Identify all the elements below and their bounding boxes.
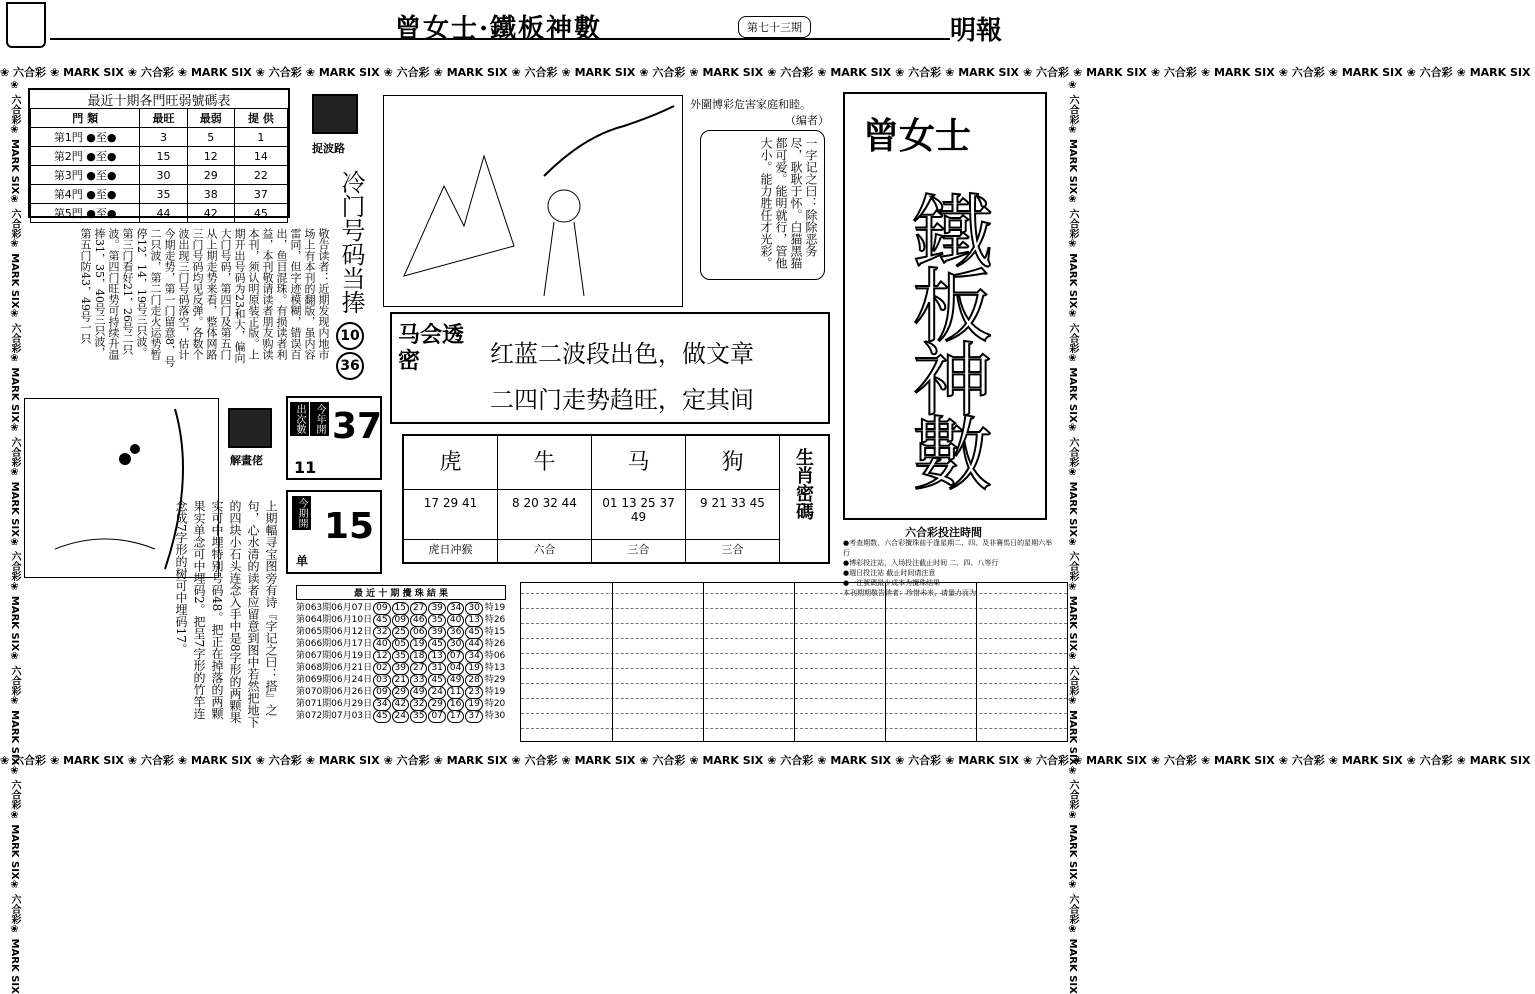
draw-ball: 04 (447, 662, 464, 675)
border-mark: ❀ MARK SIX (1456, 754, 1531, 767)
draw-special: 特26 (484, 615, 506, 625)
zodiac-animal: 虎 (404, 436, 497, 490)
border-mark: ❀ 六合彩 (1067, 422, 1078, 468)
border-mark: ❀ MARK SIX (1067, 809, 1078, 880)
grid-divider (976, 583, 977, 741)
border-mark: ❀ 六合彩 (1406, 754, 1453, 767)
draw-ball: 27 (410, 602, 427, 615)
border-mark: ❀ MARK SIX (305, 66, 380, 79)
border-mark: ❀ MARK SIX (1200, 66, 1275, 79)
draw-ball: 13 (428, 650, 445, 663)
border-mark: ❀ MARK SIX (50, 754, 124, 767)
brand-logo: 明報 (950, 16, 1003, 46)
jiehualao-text: 上期輻寻宝图旁有诗『字记之曰：搭』之句，心水清的读者应留意到图中若然把地下的四块小石头连念入手中是8字形的两颗果实可中埋特别号码48。把正在掉落的两颗果实单念可中埋码2。把呈7字形的竹竿连念成7字形的树可中埋码17。 (174, 500, 278, 728)
border-mark: ❀ 六合彩 (255, 66, 302, 79)
grid-divider (612, 583, 613, 741)
stats-cell: 3 (140, 128, 187, 147)
ad-panel (843, 92, 1047, 520)
border-mark: ❀ 六合彩 (9, 308, 20, 353)
border-mark: ❀ MARK SIX (305, 754, 380, 767)
special-n3: 15 (324, 506, 375, 547)
draw-ball: 34 (447, 602, 464, 615)
border-mark: ❀ 六合彩 (639, 66, 686, 79)
lengmen-num-1: 10 (336, 322, 364, 350)
stats-table-box (28, 88, 290, 218)
stats-cell: 42 (187, 204, 234, 223)
ad-time-line: ●博彩投注站，入场投注截止时间 二、四、八等行 (843, 559, 999, 567)
stats-cell: 30 (140, 166, 187, 185)
draw-ball: 06 (410, 626, 427, 639)
border-mark: ❀ 六合彩 (9, 651, 20, 696)
border-mark: ❀ MARK SIX (9, 238, 20, 309)
draw-ball: 37 (465, 710, 482, 723)
stats-cell: 37 (234, 185, 287, 204)
stats-cell: 14 (234, 147, 287, 166)
couplet-line-2: 二四门走势趋旺，定其间 (490, 386, 754, 414)
jiehualao-icon (228, 408, 272, 448)
border-mark: ❀ 六合彩 (9, 194, 20, 239)
border-mark: ❀ MARK SIX (9, 924, 20, 994)
draw-label: 第069期06月24日 (296, 675, 373, 685)
ad-big: 鐵板神數 (899, 190, 992, 486)
border-mark: ❀ 六合彩 (1150, 754, 1197, 767)
stats-cell: 15 (140, 147, 187, 166)
draw-row (296, 708, 516, 720)
lengmen-num-2: 36 (336, 352, 364, 380)
draws-list (296, 600, 516, 720)
border-mark: ❀ 六合彩 (1067, 80, 1078, 125)
border-mark: ❀ 六合彩 (9, 80, 20, 125)
border-mark: ❀ MARK SIX (9, 809, 20, 880)
stats-row (31, 166, 288, 185)
border-mark: ❀ MARK SIX (817, 66, 892, 79)
border-mark: ❀ MARK SIX (689, 66, 764, 79)
stats-cell: 29 (187, 166, 234, 185)
draw-ball: 16 (447, 698, 464, 711)
border-mark: ❀ 六合彩 (127, 754, 174, 767)
draw-ball: 34 (465, 650, 482, 663)
border-mark: ❀ MARK SIX (1067, 924, 1078, 994)
border-mark: ❀ MARK SIX (945, 66, 1019, 79)
border-mark: ❀ MARK SIX (1200, 754, 1275, 767)
border-mark: ❀ 六合彩 (9, 879, 20, 925)
stats-header: 最弱 (187, 109, 234, 128)
border-mark: ❀ 六合彩 (0, 754, 47, 767)
draws-title: 最 近 十 期 攪 珠 結 果 (296, 585, 506, 600)
border-mark: ❀ 六合彩 (383, 66, 430, 79)
qi-label: 今期開 (292, 496, 311, 530)
draw-row (296, 672, 516, 684)
border-mark: ❀ MARK SIX (1067, 124, 1078, 195)
draw-ball: 35 (392, 650, 409, 663)
draw-ball: 23 (465, 686, 482, 699)
draw-label: 第070期06月26日 (296, 687, 373, 697)
border-mark: ❀ MARK SIX (9, 467, 20, 537)
border-mark: ❀ MARK SIX (9, 124, 20, 195)
draw-ball: 42 (392, 698, 409, 711)
draw-ball: 27 (410, 662, 427, 675)
border-mark: ❀ 六合彩 (1023, 754, 1070, 767)
ad-time-line: 本刊期期敬告读者：珍惜未来，请量力而为 (843, 589, 976, 597)
draw-row (296, 648, 516, 660)
draw-special: 特20 (484, 699, 506, 709)
stats-row (31, 204, 288, 223)
draw-label: 第064期06月10日 (296, 615, 373, 625)
draw-ball: 35 (410, 710, 427, 723)
zodiac-nums: 01 13 25 37 49 (592, 490, 685, 540)
border-left (0, 80, 22, 994)
border-mark: ❀ 六合彩 (0, 66, 47, 79)
page-title: 曾女士·鐵板神數 (395, 14, 603, 44)
draw-label: 第066期06月17日 (296, 639, 373, 649)
border-mark: ❀ 六合彩 (895, 66, 942, 79)
ad-time-line: ●週日投注站 截止时间请注意 (843, 569, 936, 577)
draw-ball: 40 (447, 614, 464, 627)
draw-special: 特06 (484, 651, 506, 661)
zodiac-nums: 9 21 33 45 (686, 490, 779, 540)
draw-ball: 18 (410, 650, 427, 663)
ad-time-title: 六合彩投注時間 (905, 526, 982, 539)
header-left-box (6, 2, 46, 48)
border-mark: ❀ 六合彩 (1067, 194, 1078, 239)
issue-number: 第七十三期 (738, 16, 811, 38)
couplet-line-1: 红蓝二波段出色，做文章 (490, 340, 754, 368)
draw-row (296, 696, 516, 708)
couplet-tag: 马会透密 (398, 322, 465, 374)
draw-label: 第068期06月21日 (296, 663, 373, 673)
border-mark: ❀ 六合彩 (1023, 66, 1070, 79)
scroll-head: 外圍博彩危害家庭和睦。 (690, 98, 811, 111)
border-mark: ❀ 六合彩 (9, 765, 20, 810)
ad-time-line: ●一注號碼最少成本为攪珠结果 (843, 579, 941, 587)
draw-ball: 34 (373, 698, 390, 711)
ad-title: 曾女士 (863, 115, 972, 157)
ad-time-line: ●考查期数，六合彩攪珠前于逢星期二、四、及非賽馬日的星期六举行 (843, 539, 1053, 557)
special-n1: 37 (332, 406, 383, 447)
border-mark: ❀ 六合彩 (127, 66, 174, 79)
stats-cell: 22 (234, 166, 287, 185)
draw-ball: 07 (447, 650, 464, 663)
draw-special: 特19 (484, 687, 506, 697)
draw-ball: 24 (392, 710, 409, 723)
draw-label: 第065期06月12日 (296, 627, 373, 637)
border-mark: ❀ 六合彩 (639, 754, 686, 767)
draw-ball: 36 (447, 626, 464, 639)
draw-ball: 03 (373, 674, 390, 687)
draw-ball: 19 (465, 662, 482, 675)
zodiac-note: 三合 (627, 543, 650, 556)
stats-cell: 第2門 ●至● (31, 147, 140, 166)
border-mark: ❀ 六合彩 (255, 754, 302, 767)
stats-cell: 1 (234, 128, 287, 147)
stats-cell: 44 (140, 204, 187, 223)
draw-ball: 13 (465, 614, 482, 627)
border-mark: ❀ MARK SIX (177, 754, 252, 767)
zodiac-note: 三合 (721, 543, 744, 556)
border-mark: ❀ MARK SIX (1067, 695, 1078, 766)
riddle-image (383, 95, 683, 307)
draw-ball: 30 (447, 638, 464, 651)
draw-ball: 46 (410, 614, 427, 627)
border-mark: ❀ 六合彩 (9, 536, 20, 582)
stats-cell: 第5門 ●至● (31, 204, 140, 223)
zodiac-box (402, 434, 830, 564)
stats-cell: 第4門 ●至● (31, 185, 140, 204)
stats-cell: 38 (187, 185, 234, 204)
draw-ball: 25 (392, 626, 409, 639)
draw-label: 第067期06月19日 (296, 651, 373, 661)
draw-ball: 24 (428, 686, 445, 699)
special-box-1 (286, 396, 382, 480)
border-mark: ❀ MARK SIX (9, 581, 20, 652)
border-mark: ❀ MARK SIX (561, 66, 636, 79)
draw-ball: 29 (392, 686, 409, 699)
stats-header: 提 供 (234, 109, 287, 128)
border-mark: ❀ MARK SIX (1328, 66, 1403, 79)
lengmen-title: 冷门号码当捧 (337, 170, 365, 314)
special-box-2 (286, 490, 382, 574)
draw-ball: 11 (447, 686, 464, 699)
draw-ball: 45 (373, 614, 390, 627)
zodiac-animal: 狗 (686, 436, 779, 490)
draw-ball: 19 (410, 638, 427, 651)
trend-grid (520, 582, 1068, 742)
scroll-editor: （编者） (785, 114, 829, 127)
draw-ball: 45 (373, 710, 390, 723)
draw-row (296, 624, 516, 636)
draw-ball: 45 (465, 626, 482, 639)
border-mark: ❀ MARK SIX (433, 754, 508, 767)
draw-ball: 49 (447, 674, 464, 687)
grid-divider (703, 583, 704, 741)
zodiac-nums: 17 29 41 (404, 490, 497, 540)
border-mark: ❀ MARK SIX (9, 352, 20, 423)
draw-special: 特30 (484, 711, 506, 721)
border-mark: ❀ 六合彩 (895, 754, 942, 767)
zodiac-animal: 马 (592, 436, 685, 490)
draw-ball: 09 (392, 614, 409, 627)
stats-cell: 12 (187, 147, 234, 166)
border-mark: ❀ MARK SIX (1067, 238, 1078, 309)
grid-divider (794, 583, 795, 741)
draw-ball: 32 (373, 626, 390, 639)
draw-ball: 19 (465, 698, 482, 711)
border-mark: ❀ 六合彩 (1067, 536, 1078, 582)
zodiac-cell (686, 436, 780, 562)
stats-cell: 第1門 ●至● (31, 128, 140, 147)
draw-special: 特19 (484, 603, 506, 613)
draw-label: 第071期06月29日 (296, 699, 373, 709)
special-dan: 单 (296, 554, 309, 568)
border-mark: ❀ 六合彩 (1278, 66, 1325, 79)
jin-label: 今年開 (310, 402, 329, 436)
border-mark: ❀ 六合彩 (1067, 308, 1078, 353)
border-mark: ❀ 六合彩 (1067, 651, 1078, 696)
stats-row (31, 185, 288, 204)
zhuobo-icon (312, 94, 358, 134)
stats-row (31, 128, 288, 147)
draw-ball: 39 (392, 662, 409, 675)
zodiac-note: 六合 (533, 543, 556, 556)
draw-row (296, 660, 516, 672)
draw-ball: 40 (373, 638, 390, 651)
draw-row (296, 636, 516, 648)
grid-divider (885, 583, 886, 741)
stats-table (30, 108, 288, 223)
draw-ball: 31 (428, 662, 445, 675)
draw-ball: 45 (428, 674, 445, 687)
draw-row (296, 600, 516, 612)
draw-row (296, 612, 516, 624)
zodiac-cell (592, 436, 686, 562)
draw-ball: 28 (465, 674, 482, 687)
draw-ball: 49 (410, 686, 427, 699)
stats-header: 最旺 (140, 109, 187, 128)
border-mark: ❀ 六合彩 (1150, 66, 1197, 79)
draw-ball: 39 (428, 626, 445, 639)
zodiac-animal: 牛 (498, 436, 591, 490)
draw-special: 特26 (484, 639, 506, 649)
border-mark: ❀ MARK SIX (1067, 581, 1078, 652)
border-mark: ❀ 六合彩 (511, 66, 558, 79)
border-mark: ❀ MARK SIX (1456, 66, 1531, 79)
zodiac-note: 虎日冲猴 (428, 543, 473, 556)
border-top (0, 66, 1531, 80)
draw-ball: 09 (373, 602, 390, 615)
special-n2: 11 (294, 458, 317, 477)
border-mark: ❀ MARK SIX (1067, 467, 1078, 537)
draw-ball: 15 (392, 602, 409, 615)
border-mark: ❀ 六合彩 (1067, 765, 1078, 810)
border-mark: ❀ MARK SIX (1328, 754, 1403, 767)
border-mark: ❀ MARK SIX (1073, 66, 1147, 79)
chu-label: 出次數 (290, 402, 309, 436)
border-mark: ❀ MARK SIX (689, 754, 764, 767)
border-mark: ❀ MARK SIX (177, 66, 252, 79)
draw-ball: 44 (465, 638, 482, 651)
border-mark: ❀ MARK SIX (817, 754, 892, 767)
border-mark: ❀ 六合彩 (1406, 66, 1453, 79)
draw-ball: 39 (428, 602, 445, 615)
stats-cell: 第3門 ●至● (31, 166, 140, 185)
zhuobo-label: 捉波路 (312, 142, 345, 155)
border-mark: ❀ MARK SIX (433, 66, 508, 79)
draw-ball: 02 (373, 662, 390, 675)
zodiac-cell (404, 436, 498, 562)
border-mark: ❀ 六合彩 (767, 66, 814, 79)
draw-ball: 30 (465, 602, 482, 615)
draw-ball: 09 (373, 686, 390, 699)
border-mark: ❀ 六合彩 (511, 754, 558, 767)
border-bottom (0, 754, 1531, 768)
border-mark: ❀ 六合彩 (383, 754, 430, 767)
jiehualao-label: 解畫佬 (230, 454, 263, 467)
draw-ball: 32 (410, 698, 427, 711)
draw-ball: 35 (428, 614, 445, 627)
border-mark: ❀ 六合彩 (1067, 879, 1078, 925)
border-mark: ❀ 六合彩 (767, 754, 814, 767)
border-mark: ❀ MARK SIX (1073, 754, 1147, 767)
zodiac-side: 生肖密碼 (793, 448, 814, 520)
stats-cell: 35 (140, 185, 187, 204)
zodiac-nums: 8 20 32 44 (498, 490, 591, 540)
draw-ball: 33 (410, 674, 427, 687)
stats-header: 門 類 (31, 109, 140, 128)
draw-special: 特15 (484, 627, 506, 637)
draw-ball: 45 (428, 638, 445, 651)
draw-row (296, 684, 516, 696)
border-mark: ❀ MARK SIX (1067, 352, 1078, 423)
draw-label: 第072期07月03日 (296, 711, 373, 721)
draw-ball: 12 (373, 650, 390, 663)
scroll-text: 一字记之曰：除除恶务尽，耿耿于怀。白猫黑猫都可爱。能明就行，管他大小。能力胜任才光彩。 (700, 130, 825, 280)
draw-ball: 17 (447, 710, 464, 723)
border-mark: ❀ 六合彩 (9, 422, 20, 468)
stats-table-title: 最近十期各門旺弱號碼表 (87, 94, 231, 109)
draw-label: 第063期06月07日 (296, 603, 373, 613)
notice-text: 敬告读者：近期发现内地市场上有本刊的翻版，虽内容雷同，但字迹模糊，错误百出，鱼目混珠。有损读者利益，本刊敬请读者朋友购读本刊，须认明原装正版。上期开出号码为23和大，偏向大门号码，第四门及第五门从上期走势来看，整体网路三门号码均见反弹。各数个波出现三门号码落空，估计今期走势，第一门留意8，号二只波，第二门走火运势暂停12，14，19号三只波。第三门看好21，26号二只波。第四门旺势可持续升温捧31，35，40号三只波，第五门防43，49号一只 (79, 228, 330, 367)
draw-special: 特13 (484, 663, 506, 673)
border-mark: ❀ MARK SIX (945, 754, 1019, 767)
draw-ball: 05 (392, 638, 409, 651)
border-mark: ❀ MARK SIX (50, 66, 124, 79)
couplet-box (390, 312, 830, 424)
border-mark: ❀ MARK SIX (9, 695, 20, 766)
border-mark: ❀ 六合彩 (1278, 754, 1325, 767)
draw-ball: 29 (428, 698, 445, 711)
stats-cell: 5 (187, 128, 234, 147)
stats-cell: 45 (234, 204, 287, 223)
draw-ball: 21 (392, 674, 409, 687)
draw-ball: 07 (428, 710, 445, 723)
draw-special: 特29 (484, 675, 506, 685)
border-mark: ❀ MARK SIX (561, 754, 636, 767)
stats-row (31, 147, 288, 166)
zodiac-cell (498, 436, 592, 562)
